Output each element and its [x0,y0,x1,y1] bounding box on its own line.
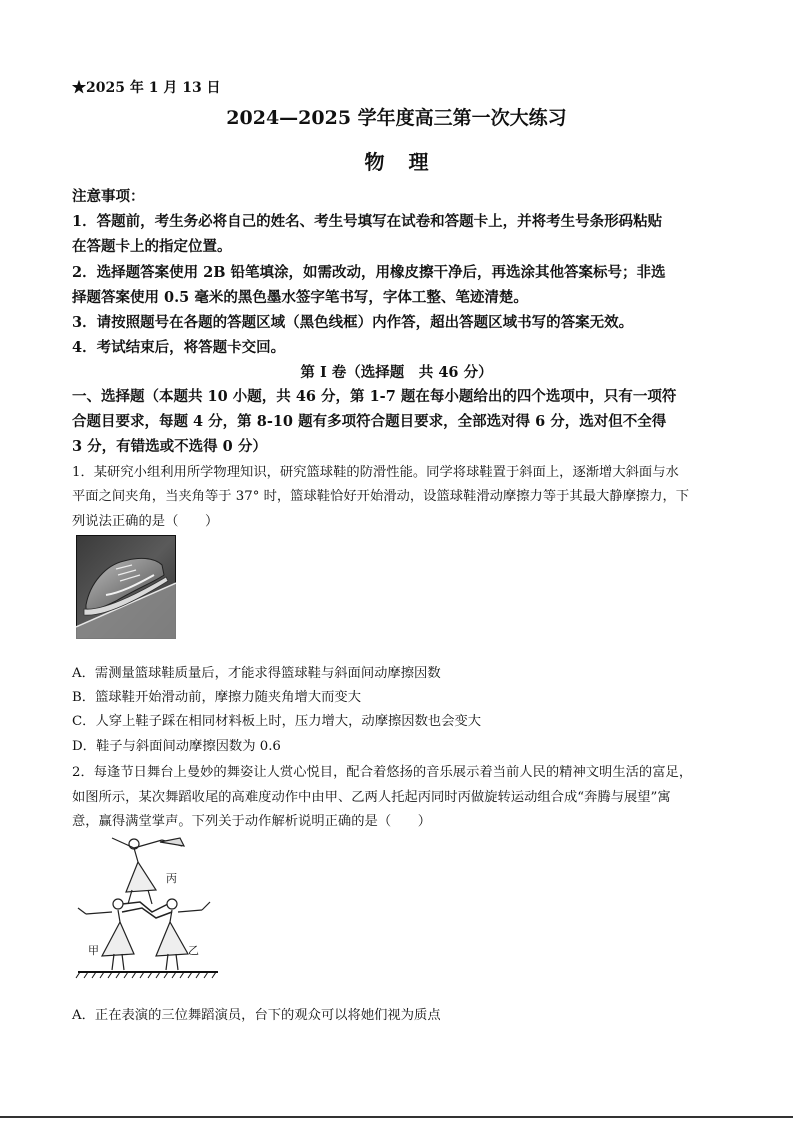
notice-item-4: 4．考试结束后，将答题卡交回。 [72,339,286,356]
q2-stem-line-3: 意，赢得满堂掌声。下列关于动作解析说明正确的是（ ） [72,814,432,829]
section-heading: 第 I 卷（选择题 共 46 分） [300,364,493,381]
notice-item-2-cont: 择题答案使用 0.5 毫米的黑色墨水签字笔书写，字体工整、笔迹清楚。 [72,289,528,306]
q1-option-d: D．鞋子与斜面间动摩擦因数为 0.6 [72,739,281,754]
notice-item-1: 1．答题前，考生务必将自己的姓名、考生号填写在试卷和答题卡上，并将考生号条形码粘贴 [72,213,663,230]
notice-heading: 注意事项： [72,188,145,205]
q1-option-c: C．人穿上鞋子踩在相同材料板上时，压力增大，动摩擦因数也会变大 [72,714,482,729]
dancers-diagram [72,832,222,982]
exam-date: ★2025 年 1 月 13 日 [72,80,221,96]
exam-subject: 物理 [364,150,453,174]
dancer-yi [156,899,210,970]
section-intro-3: 3 分，有错选或不选得 0 分） [72,438,267,455]
notice-item-2: 2．选择题答案使用 2B 铅笔填涂，如需改动，用橡皮擦干净后，再选涂其他答案标号；非选 [72,264,666,281]
q1-option-a: A．需测量篮球鞋质量后，才能求得篮球鞋与斜面间动摩擦因数 [72,666,441,681]
q2-option-a: A．正在表演的三位舞蹈演员，台下的观众可以将她们视为质点 [72,1008,441,1023]
section-intro-2: 合题目要求，每题 4 分，第 8-10 题有多项符合题目要求，全部选对得 6 分，选对但不全得 [72,413,667,430]
exam-title: 2024—2025 学年度高三第一次大练习 [226,107,567,129]
q1-stem-line-3: 列说法正确的是（ ） [72,514,219,529]
q2-dancers-figure [72,832,222,982]
label-yi: 乙 [188,944,199,957]
label-bing: 丙 [166,872,177,885]
q1-shoe-photo [76,535,176,639]
notice-item-3: 3．请按照题号在各题的答题区域（黑色线框）内作答，超出答题区域书写的答案无效。 [72,314,634,331]
section-intro-1: 一、选择题（本题共 10 小题，共 46 分，第 1-7 题在每小题给出的四个选项中，只有一项符 [72,388,677,405]
q1-stem-line-1: 1．某研究小组利用所学物理知识，研究篮球鞋的防滑性能。同学将球鞋置于斜面上，逐渐增大斜面与水 [72,465,679,480]
page-bottom-rule [0,1116,793,1118]
notice-item-1-cont: 在答题卡上的指定位置。 [72,238,232,255]
q2-stem-line-1: 2．每逢节日舞台上曼妙的舞姿让人赏心悦目，配合着悠扬的音乐展示着当前人民的精神文明生活的富足， [72,765,693,780]
q1-option-b: B．篮球鞋开始滑动前，摩擦力随夹角增大而变大 [72,690,362,705]
q1-stem-line-2: 平面之间夹角，当夹角等于 37° 时，篮球鞋恰好开始滑动，设篮球鞋滑动摩擦力等于其最大静摩擦力，下 [72,489,690,504]
dancer-bing [112,838,184,904]
dancer-jia [78,899,134,970]
label-jia: 甲 [88,944,99,957]
shoe-on-incline-image [76,535,176,639]
q2-stem-line-2: 如图所示，某次舞蹈收尾的高难度动作中由甲、乙两人托起丙同时丙做旋转运动组合成“奔腾与展望”寓 [72,790,671,805]
